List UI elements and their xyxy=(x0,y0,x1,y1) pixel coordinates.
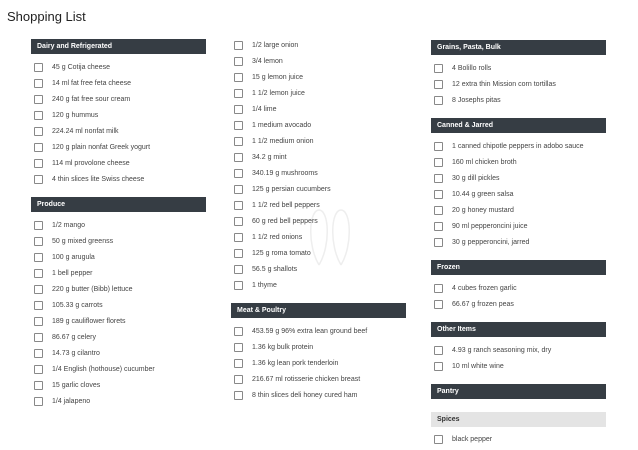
item-checkbox[interactable] xyxy=(234,41,243,50)
item-label: 1 1/2 medium onion xyxy=(252,137,314,145)
item-checkbox[interactable] xyxy=(34,127,43,136)
list-item[interactable] xyxy=(431,234,606,250)
item-checkbox[interactable] xyxy=(234,217,243,226)
list-item[interactable] xyxy=(31,249,206,265)
item-checkbox[interactable] xyxy=(34,285,43,294)
item-label: 8 Josephs pitas xyxy=(452,96,501,104)
item-checkbox[interactable] xyxy=(434,64,443,73)
list-item[interactable] xyxy=(231,261,406,277)
item-checkbox[interactable] xyxy=(34,79,43,88)
item-checkbox[interactable] xyxy=(34,381,43,390)
column-1 xyxy=(31,39,206,409)
item-label: 114 ml provolone cheese xyxy=(52,159,130,167)
item-label: 14.73 g cilantro xyxy=(52,349,100,357)
section-header: Frozen xyxy=(431,260,606,275)
list-item[interactable] xyxy=(431,60,606,76)
list-item[interactable] xyxy=(431,186,606,202)
list-item[interactable] xyxy=(31,233,206,249)
item-label: 45 g Cotija cheese xyxy=(52,63,110,71)
item-checkbox[interactable] xyxy=(434,174,443,183)
item-checkbox[interactable] xyxy=(234,153,243,162)
list-item[interactable] xyxy=(231,371,406,387)
item-label: 1 canned chipotle peppers in adobo sauce xyxy=(452,142,584,150)
list-item[interactable] xyxy=(31,171,206,187)
item-label: 14 ml fat free feta cheese xyxy=(52,79,131,87)
list-item[interactable] xyxy=(31,393,206,409)
section xyxy=(231,303,406,403)
item-label: 1 thyme xyxy=(252,281,277,289)
item-label: 90 ml pepperoncini juice xyxy=(452,222,528,230)
item-label: 4.93 g ranch seasoning mix, dry xyxy=(452,346,552,354)
item-checkbox[interactable] xyxy=(34,111,43,120)
item-label: 216.67 ml rotisserie chicken breast xyxy=(252,375,361,383)
item-checkbox[interactable] xyxy=(234,233,243,242)
section-header: Dairy and Refrigerated xyxy=(31,39,206,54)
item-checkbox[interactable] xyxy=(434,158,443,167)
section-header: Other Items xyxy=(431,322,606,337)
list-item[interactable] xyxy=(31,297,206,313)
item-checkbox[interactable] xyxy=(234,121,243,130)
item-checkbox[interactable] xyxy=(434,362,443,371)
item-checkbox[interactable] xyxy=(434,300,443,309)
item-label: 120 g plain nonfat Greek yogurt xyxy=(52,143,151,151)
list-item[interactable] xyxy=(231,37,406,53)
item-label: 66.67 g frozen peas xyxy=(452,300,514,308)
item-label: 120 g hummus xyxy=(52,111,99,119)
list-item[interactable] xyxy=(431,138,606,154)
list-item[interactable] xyxy=(231,355,406,371)
section xyxy=(31,39,206,187)
item-checkbox[interactable] xyxy=(434,238,443,247)
item-label: 1/4 lime xyxy=(252,105,277,113)
list-item[interactable] xyxy=(231,117,406,133)
item-label: black pepper xyxy=(452,435,493,443)
item-checkbox[interactable] xyxy=(234,391,243,400)
item-label: 340.19 g mushrooms xyxy=(252,169,318,177)
subsection-header: Spices xyxy=(431,412,606,427)
item-label: 30 g pepperoncini, jarred xyxy=(452,238,530,246)
item-checkbox[interactable] xyxy=(434,346,443,355)
list-item[interactable] xyxy=(231,69,406,85)
item-label: 1 medium avocado xyxy=(252,121,312,129)
item-label: 30 g dill pickles xyxy=(452,174,500,182)
item-checkbox[interactable] xyxy=(234,201,243,210)
list-item[interactable] xyxy=(231,181,406,197)
section xyxy=(431,384,606,447)
list-item[interactable] xyxy=(431,296,606,312)
item-checkbox[interactable] xyxy=(434,222,443,231)
list-item[interactable] xyxy=(231,229,406,245)
item-checkbox[interactable] xyxy=(234,105,243,114)
list-item[interactable] xyxy=(231,387,406,403)
section xyxy=(431,260,606,312)
item-checkbox[interactable] xyxy=(234,375,243,384)
item-checkbox[interactable] xyxy=(234,327,243,336)
item-label: 1/2 mango xyxy=(52,221,86,229)
item-label: 3/4 lemon xyxy=(252,57,283,65)
item-label: 10 ml white wine xyxy=(452,362,504,370)
item-checkbox[interactable] xyxy=(34,365,43,374)
item-label: 1/4 jalapeno xyxy=(52,397,91,405)
item-checkbox[interactable] xyxy=(34,159,43,168)
item-label: 50 g mixed greenss xyxy=(52,237,114,245)
list-item[interactable] xyxy=(31,139,206,155)
list-item[interactable] xyxy=(231,165,406,181)
item-label: 56.5 g shallots xyxy=(252,265,298,273)
item-checkbox[interactable] xyxy=(34,333,43,342)
item-label: 224.24 ml nonfat milk xyxy=(52,127,119,135)
column-3 xyxy=(431,40,606,447)
section xyxy=(31,197,206,409)
list-item[interactable] xyxy=(31,155,206,171)
list-item[interactable] xyxy=(31,59,206,75)
list-item[interactable] xyxy=(231,197,406,213)
list-item[interactable] xyxy=(431,76,606,92)
section xyxy=(431,118,606,250)
item-label: 12 extra thin Mission corn tortillas xyxy=(452,80,556,88)
list-item[interactable] xyxy=(31,377,206,393)
list-item[interactable] xyxy=(31,313,206,329)
item-label: 1/4 English (hothouse) cucumber xyxy=(52,365,155,373)
item-label: 1/2 large onion xyxy=(252,41,299,49)
item-label: 1 1/2 lemon juice xyxy=(252,89,305,97)
item-checkbox[interactable] xyxy=(234,249,243,258)
item-label: 453.59 g 96% extra lean ground beef xyxy=(252,327,368,335)
item-label: 1.36 kg lean pork tenderloin xyxy=(252,359,339,367)
section-header: Produce xyxy=(31,197,206,212)
item-checkbox[interactable] xyxy=(34,237,43,246)
list-item[interactable] xyxy=(431,358,606,374)
item-label: 125 g persian cucumbers xyxy=(252,185,331,193)
item-checkbox[interactable] xyxy=(34,253,43,262)
list-item[interactable] xyxy=(231,277,406,293)
item-label: 1.36 kg bulk protein xyxy=(252,343,314,351)
list-item[interactable] xyxy=(431,170,606,186)
list-item[interactable] xyxy=(231,213,406,229)
item-label: 8 thin slices deli honey cured ham xyxy=(252,391,358,399)
item-label: 105.33 g carrots xyxy=(52,301,103,309)
item-checkbox[interactable] xyxy=(34,221,43,230)
list-item[interactable] xyxy=(31,329,206,345)
item-label: 1 1/2 red onions xyxy=(252,233,303,241)
list-item[interactable] xyxy=(231,323,406,339)
list-item[interactable] xyxy=(231,339,406,355)
item-checkbox[interactable] xyxy=(234,185,243,194)
list-item[interactable] xyxy=(431,280,606,296)
item-label: 4 thin slices lite Swiss cheese xyxy=(52,175,145,183)
list-item[interactable] xyxy=(231,133,406,149)
item-label: 220 g butter (Bibb) lettuce xyxy=(52,285,133,293)
list-item[interactable] xyxy=(31,107,206,123)
item-label: 15 garlic cloves xyxy=(52,381,101,389)
item-checkbox[interactable] xyxy=(234,359,243,368)
list-item[interactable] xyxy=(31,361,206,377)
item-checkbox[interactable] xyxy=(434,435,443,444)
item-checkbox[interactable] xyxy=(234,281,243,290)
section-header: Canned & Jarred xyxy=(431,118,606,133)
list-item[interactable] xyxy=(31,91,206,107)
item-checkbox[interactable] xyxy=(434,142,443,151)
item-label: 4 cubes frozen garlic xyxy=(452,284,517,292)
item-label: 160 ml chicken broth xyxy=(452,158,517,166)
item-checkbox[interactable] xyxy=(434,206,443,215)
item-checkbox[interactable] xyxy=(234,89,243,98)
item-label: 100 g arugula xyxy=(52,253,95,261)
column-2 xyxy=(231,37,406,403)
list-item[interactable] xyxy=(231,245,406,261)
list-item[interactable] xyxy=(431,431,606,447)
list-item[interactable] xyxy=(431,92,606,108)
item-checkbox[interactable] xyxy=(34,143,43,152)
list-item[interactable] xyxy=(31,281,206,297)
item-checkbox[interactable] xyxy=(34,301,43,310)
item-label: 86.67 g celery xyxy=(52,333,96,341)
item-label: 125 g roma tomato xyxy=(252,249,311,257)
list-item[interactable] xyxy=(431,202,606,218)
item-checkbox[interactable] xyxy=(234,57,243,66)
item-checkbox[interactable] xyxy=(434,190,443,199)
item-label: 189 g cauliflower florets xyxy=(52,317,126,325)
item-checkbox[interactable] xyxy=(234,137,243,146)
list-item[interactable] xyxy=(431,154,606,170)
list-item[interactable] xyxy=(31,75,206,91)
list-item[interactable] xyxy=(31,217,206,233)
list-item[interactable] xyxy=(31,123,206,139)
item-checkbox[interactable] xyxy=(434,284,443,293)
section-header: Grains, Pasta, Bulk xyxy=(431,40,606,55)
item-checkbox[interactable] xyxy=(34,175,43,184)
item-checkbox[interactable] xyxy=(34,269,43,278)
item-checkbox[interactable] xyxy=(34,63,43,72)
item-label: 20 g honey mustard xyxy=(452,206,514,214)
item-checkbox[interactable] xyxy=(34,397,43,406)
item-checkbox[interactable] xyxy=(434,80,443,89)
item-label: 1 1/2 red bell peppers xyxy=(252,201,320,209)
list-item[interactable] xyxy=(231,85,406,101)
list-item[interactable] xyxy=(431,218,606,234)
list-item[interactable] xyxy=(231,149,406,165)
section xyxy=(431,322,606,374)
page-title: Shopping List xyxy=(7,9,86,24)
item-checkbox[interactable] xyxy=(434,96,443,105)
list-item[interactable] xyxy=(431,342,606,358)
item-label: 15 g lemon juice xyxy=(252,73,303,81)
item-label: 60 g red bell peppers xyxy=(252,217,318,225)
item-checkbox[interactable] xyxy=(234,73,243,82)
item-checkbox[interactable] xyxy=(234,343,243,352)
item-checkbox[interactable] xyxy=(34,95,43,104)
item-label: 4 Bolillo rolls xyxy=(452,64,492,72)
section-header: Pantry xyxy=(431,384,606,399)
item-label: 240 g fat free sour cream xyxy=(52,95,131,103)
section xyxy=(431,40,606,108)
list-item[interactable] xyxy=(31,345,206,361)
list-item[interactable] xyxy=(231,53,406,69)
list-item[interactable] xyxy=(231,101,406,117)
item-checkbox[interactable] xyxy=(34,349,43,358)
item-checkbox[interactable] xyxy=(234,265,243,274)
item-checkbox[interactable] xyxy=(34,317,43,326)
item-label: 34.2 g mint xyxy=(252,153,287,161)
item-label: 1 bell pepper xyxy=(52,269,93,277)
item-checkbox[interactable] xyxy=(234,169,243,178)
item-label: 10.44 g green salsa xyxy=(452,190,514,198)
list-item[interactable] xyxy=(31,265,206,281)
section xyxy=(231,37,406,293)
section-header: Meat & Poultry xyxy=(231,303,406,318)
